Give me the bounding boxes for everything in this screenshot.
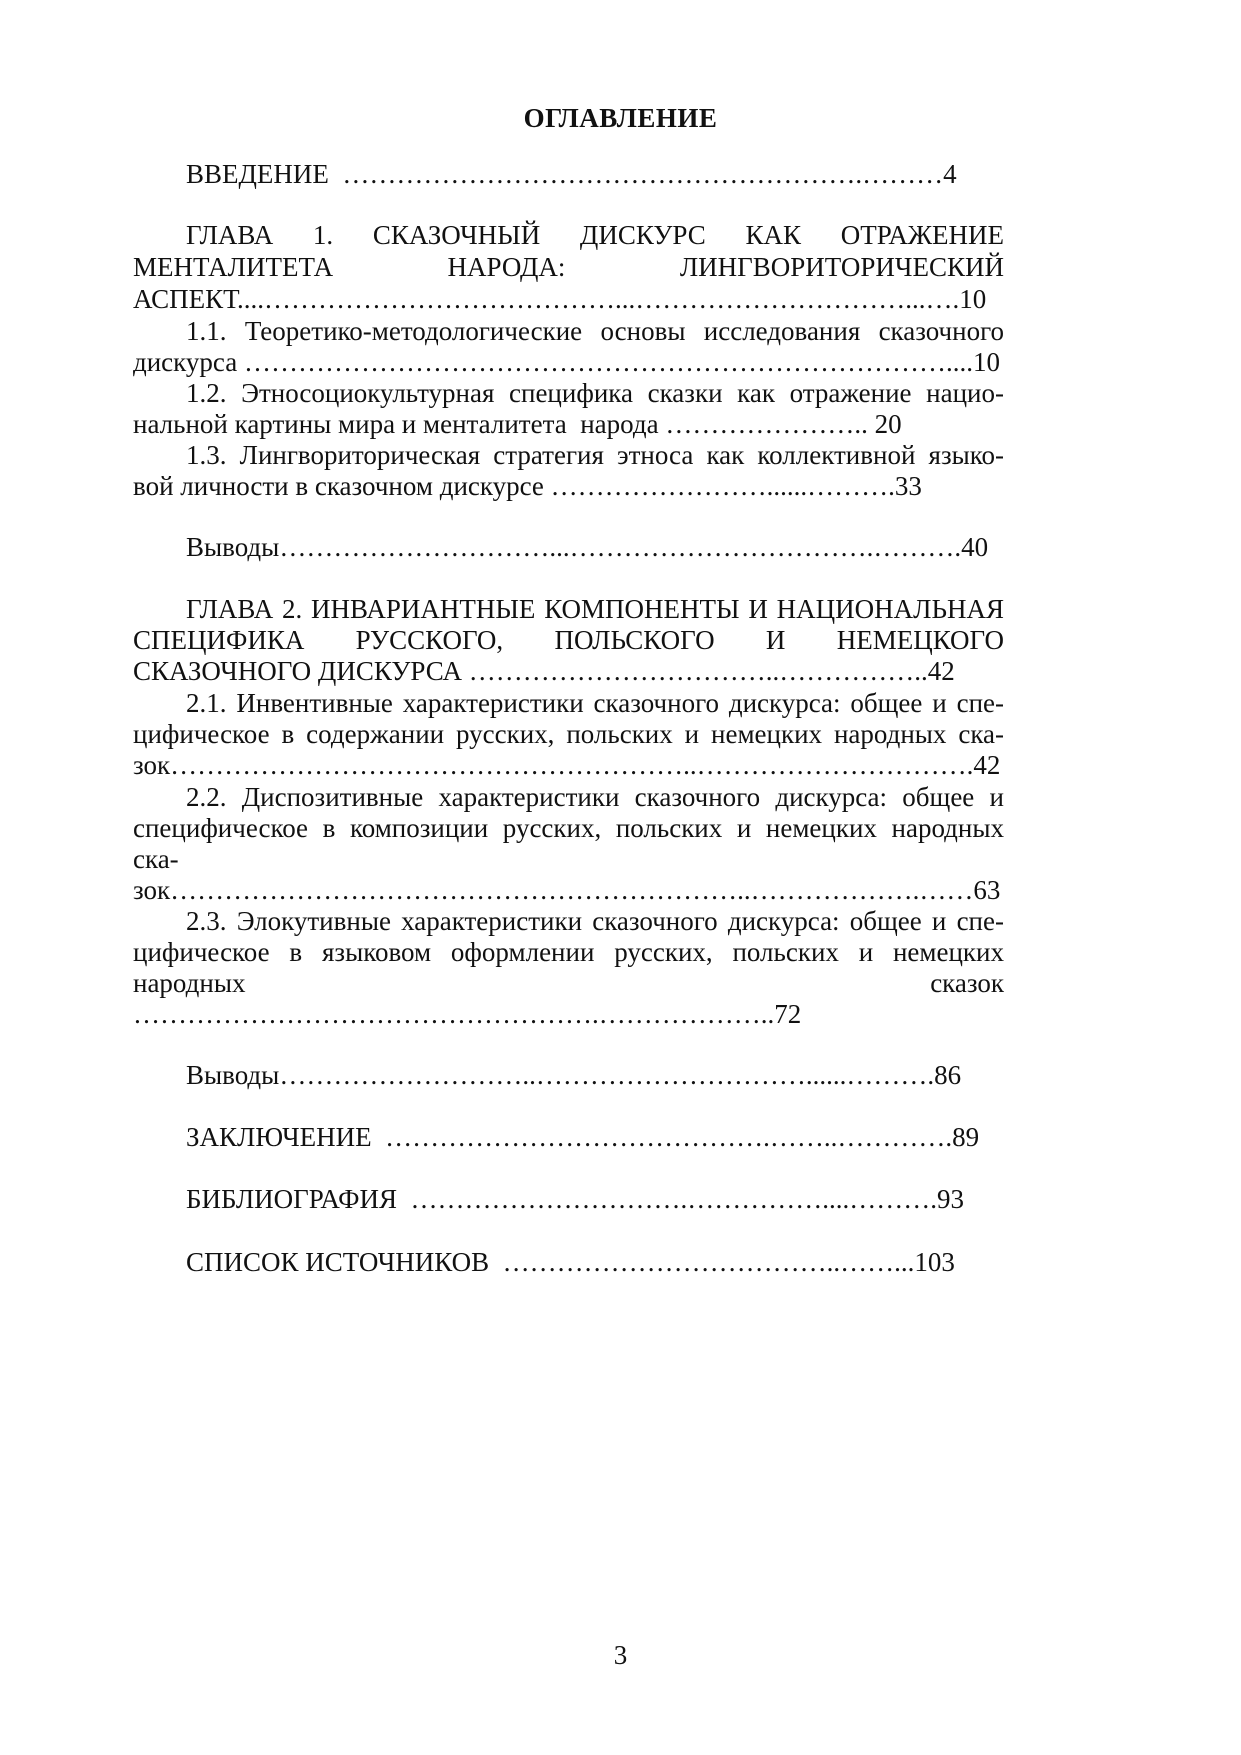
page-number: 3 [613,1640,628,1670]
toc-entry-section-2-1-line-2: цифическое в содержании русских, польских и немецких народных ска- [133,719,1004,749]
toc-entry-section-1-2-line-2: нальной картины мира и менталитета народа ………………….. 20 [133,409,902,439]
toc-entry-introduction: ВВЕДЕНИЕ ………………………………………………….………4 [186,159,957,189]
toc-entry-section-1-1-line-1: 1.1. Теоретико-методологические основы исследования сказочного [186,316,1004,346]
toc-entry-section-2-2-line-3: ска- [133,844,179,874]
toc-entry-section-2-3-line-4: …………………………………………….………………..72 [133,999,802,1029]
toc-entry-sources: СПИСОК ИСТОЧНИКОВ ………………………………..……...103 [186,1247,955,1277]
toc-entry-chapter-2-line-1: ГЛАВА 2. ИНВАРИАНТНЫЕ КОМПОНЕНТЫ И НАЦИОНАЛЬНАЯ [186,594,1004,624]
toc-entry-chapter-2-conclusions: Выводы………………………..…………………………......……….86 [186,1060,962,1090]
toc-entry-section-2-2-line-2: специфическое в композиции русских, польских и немецких народных [133,813,1004,843]
toc-entry-chapter-1-conclusions: Выводы…………………………...…………………………….……….40 [186,532,989,562]
toc-entry-section-1-2-line-1: 1.2. Этносоциокультурная специфика сказки как отражение нацио- [186,378,1004,408]
toc-entry-chapter-2-line-2: СПЕЦИФИКА РУССКОГО, ПОЛЬСКОГО И НЕМЕЦКОГО [133,625,1004,655]
toc-entry-section-2-3-line-2: цифическое в языковом оформлении русских, польских и немецких [133,937,1004,967]
toc-entry-section-2-1-line-3: зок…………………………………………………..………………………….42 [133,750,1001,780]
toc-entry-section-2-3-line-3-left: народных [133,968,246,998]
toc-entry-section-2-2-line-4: зок………………………………………………………..……………….……63 [133,875,1001,905]
toc-entry-section-2-3-line-1: 2.3. Элокутивные характеристики сказочного дискурса: общее и спе- [186,906,1004,936]
toc-entry-section-2-3-line-3-right: сказок [930,968,1004,998]
page-title: ОГЛАВЛЕНИЕ [523,103,718,133]
toc-entry-section-2-1-line-1: 2.1. Инвентивные характеристики сказочного дискурса: общее и спе- [186,688,1004,718]
toc-entry-chapter-1-line-1: ГЛАВА 1. СКАЗОЧНЫЙ ДИСКУРС КАК ОТРАЖЕНИЕ [186,220,1004,250]
toc-entry-chapter-1-line-3: АСПЕКТ....…………………………………...…………………………...….10 [133,284,987,314]
toc-entry-section-1-3-line-1: 1.3. Лингвориторическая стратегия этноса как коллективной языко- [186,440,1004,470]
toc-entry-section-1-1-line-2: дискурса ……………………………………………………………………....10 [133,347,1000,377]
toc-entry-section-2-2-line-1: 2.2. Диспозитивные характеристики сказочного дискурса: общее и [186,782,1004,812]
toc-entry-chapter-1-line-2: МЕНТАЛИТЕТА НАРОДА: ЛИНГВОРИТОРИЧЕСКИЙ [133,252,1004,282]
toc-entry-section-1-3-line-2: вой личности в сказочном дискурсе ……………………......……….33 [133,471,922,501]
toc-entry-bibliography: БИБЛИОГРАФИЯ ………………………….……………....……….93 [186,1184,964,1214]
toc-entry-chapter-2-line-3: СКАЗОЧНОГО ДИСКУРСА ……………………………..……………..42 [133,656,955,686]
toc-entry-conclusion: ЗАКЛЮЧЕНИЕ …………………………………….……..………….89 [186,1122,980,1152]
